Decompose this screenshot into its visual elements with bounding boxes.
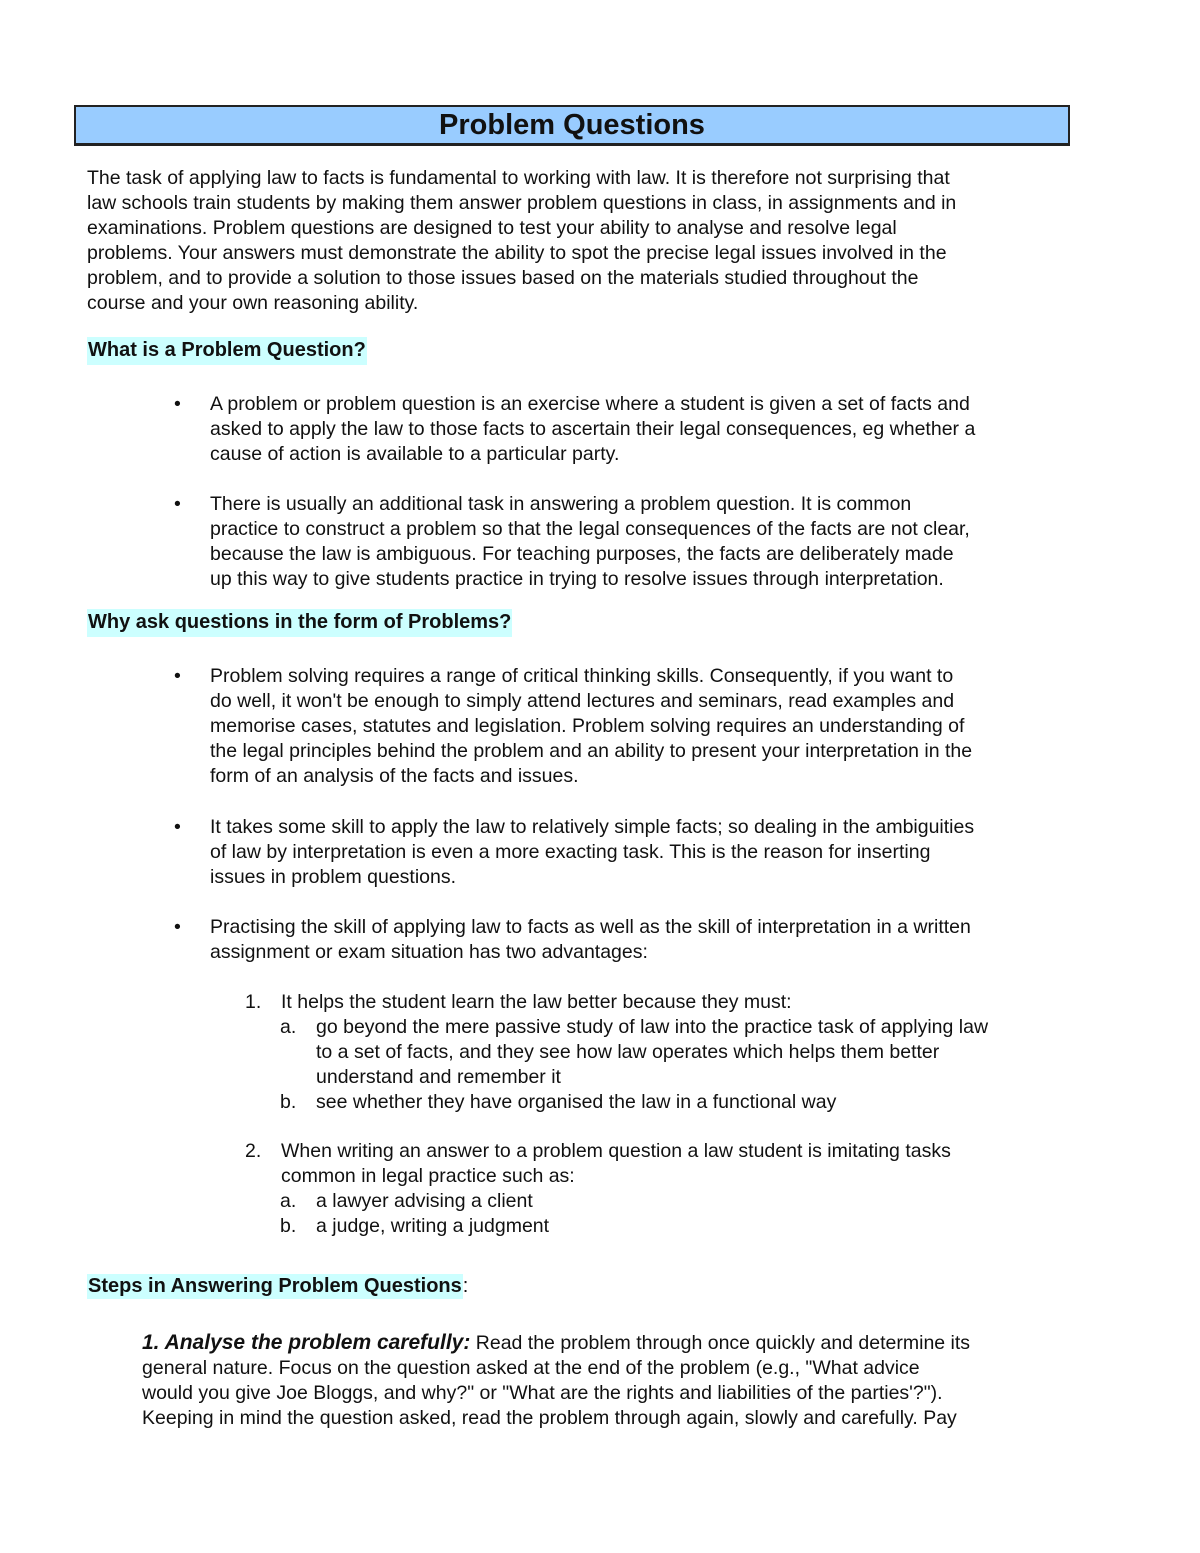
step-line: general nature. Focus on the question asked at the end of the problem (e.g., "What advice (142, 1357, 920, 1379)
bullet-item (174, 815, 975, 888)
step-1-text: Read the problem through once quickly and determine its (470, 1332, 971, 1354)
sub-line: see whether they have organised the law in a functional way (316, 1091, 837, 1113)
bullet-line: practice to construct a problem so that the legal consequences of the facts are not clear, (210, 518, 970, 540)
bullet-line: assignment or exam situation has two advantages: (210, 941, 648, 963)
bullet-line: do well, it won't be enough to simply attend lectures and seminars, read examples and (210, 690, 955, 712)
intro-line: problem, and to provide a solution to those issues based on the materials studied throughout the (87, 267, 919, 289)
bullet-line: asked to apply the law to those facts to ascertain their legal consequences, eg whether a (210, 418, 976, 440)
bullet-marker: • (174, 393, 181, 415)
title-banner (74, 105, 1070, 146)
bullet-line: the legal principles behind the problem and an ability to present your interpretation in the (210, 740, 973, 762)
section-heading-steps-wrap (87, 1274, 468, 1299)
section-heading-steps: Steps in Answering Problem Questions (88, 1275, 462, 1297)
step-1-title: 1. Analyse the problem carefully: (142, 1331, 471, 1354)
letter-marker: b. (280, 1091, 297, 1113)
bullet-line: memorise cases, statutes and legislation. Problem solving requires an understanding of (210, 715, 965, 737)
sub-line: a judge, writing a judgment (316, 1215, 550, 1237)
numbered-line: When writing an answer to a problem question a law student is imitating tasks (281, 1140, 951, 1162)
heading-colon: : (462, 1275, 469, 1297)
bullet-marker: • (174, 665, 181, 687)
section-heading-why-ask: Why ask questions in the form of Problems? (87, 609, 512, 637)
sub-line: to a set of facts, and they see how law operates which helps them better (316, 1041, 940, 1063)
numbered-line: It helps the student learn the law better because they must: (281, 991, 792, 1013)
bullet-line: Practising the skill of applying law to facts as well as the skill of interpretation in a written (210, 916, 971, 938)
number-marker: 1. (245, 991, 262, 1013)
letter-marker: a. (280, 1016, 297, 1038)
step-line: Keeping in mind the question asked, read the problem through again, slowly and carefully. Pay (142, 1407, 957, 1429)
numbered-line: common in legal practice such as: (281, 1165, 575, 1187)
bullet-marker: • (174, 916, 181, 938)
bullet-line: Problem solving requires a range of critical thinking skills. Consequently, if you want to (210, 665, 954, 687)
bullet-line: of law by interpretation is even a more exacting task. This is the reason for inserting (210, 841, 931, 863)
bullet-line: form of an analysis of the facts and issues. (210, 765, 579, 787)
intro-line: law schools train students by making them answer problem questions in class, in assignments and in (87, 192, 957, 214)
bullet-item (174, 664, 973, 787)
intro-paragraph (87, 166, 956, 316)
bullet-marker: • (174, 493, 181, 515)
sub-line: a lawyer advising a client (316, 1190, 533, 1212)
intro-line: The task of applying law to facts is fundamental to working with law. It is therefore not surprising that (87, 167, 950, 189)
bullet-item (174, 392, 976, 465)
bullet-item (174, 915, 971, 963)
bullet-line: issues in problem questions. (210, 866, 457, 888)
page-title: Problem Questions (439, 108, 705, 141)
bullet-line: cause of action is available to a particular party. (210, 443, 620, 465)
intro-line: examinations. Problem questions are designed to test your ability to analyse and resolve legal (87, 217, 897, 239)
bullet-line: up this way to give students practice in trying to resolve issues through interpretation. (210, 568, 944, 590)
bullet-marker: • (174, 816, 181, 838)
letter-marker: b. (280, 1215, 297, 1237)
bullet-line: A problem or problem question is an exercise where a student is given a set of facts and (210, 393, 970, 415)
number-marker: 2. (245, 1140, 262, 1162)
sub-line: go beyond the mere passive study of law into the practice task of applying law (316, 1016, 989, 1038)
intro-line: course and your own reasoning ability. (87, 292, 419, 314)
step-1-paragraph (142, 1330, 970, 1431)
section-heading-what-is: What is a Problem Question? (87, 337, 367, 365)
sub-line: understand and remember it (316, 1066, 561, 1088)
intro-line: problems. Your answers must demonstrate the ability to spot the precise legal issues involved in the (87, 242, 947, 264)
step-line: would you give Joe Bloggs, and why?" or "What are the rights and liabilities of the parties'?"). (142, 1382, 943, 1404)
bullet-line: It takes some skill to apply the law to relatively simple facts; so dealing in the ambiguities (210, 816, 975, 838)
bullet-line: because the law is ambiguous. For teaching purposes, the facts are deliberately made (210, 543, 954, 565)
bullet-item (174, 492, 970, 590)
bullet-line: There is usually an additional task in answering a problem question. It is common (210, 493, 912, 515)
letter-marker: a. (280, 1190, 297, 1212)
